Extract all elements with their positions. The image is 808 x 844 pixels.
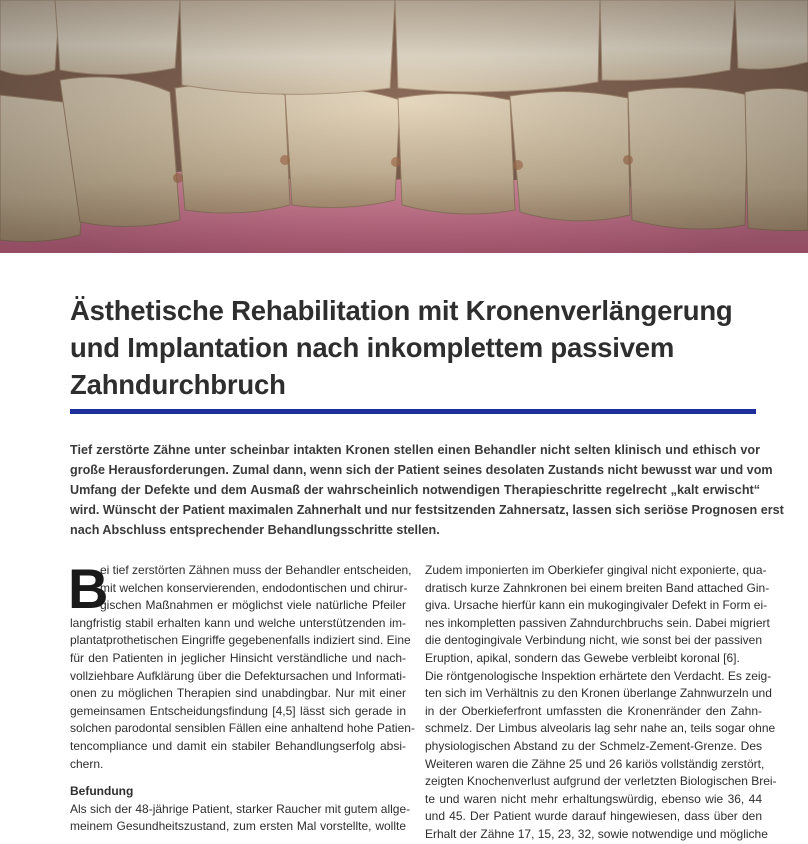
- body-line: gemeinsamen Entscheidungsfindung [4,5] lässt sich gerade in: [70, 703, 406, 718]
- body-line: dratisch kurze Zahnkronen bei einem breiten Band attached Gin-: [425, 580, 770, 595]
- body-line: giva. Ursache hierfür kann ein mukogingivaler Defekt in Form ei-: [425, 598, 768, 613]
- body-line: ei tief zerstörten Zähnen muss der Behandler entscheiden,: [100, 563, 412, 577]
- body-line: nes inkompletten passiven Zahndurchbruchs sein. Dabei migriert: [425, 615, 770, 630]
- teeth-photo-drawing: [0, 0, 808, 253]
- dropcap: B: [68, 557, 109, 620]
- section-heading: Befundung: [70, 784, 134, 799]
- body-line: plantatprothetischen Eingriffe gegebenenfalls indiziert sind. Eine: [70, 633, 411, 648]
- body-line: Eruption, apikal, sondern das Gewebe verbleibt koronal [6].: [425, 650, 740, 665]
- title-line: Ästhetische Rehabilitation mit Kronenverlängerung: [70, 295, 733, 326]
- body-line: für den Patienten in jeglicher Hinsicht verständliche und nach-: [70, 650, 406, 665]
- body-line: in der Oberkieferfront umfassten die Kronenränder den Zahn-: [425, 703, 762, 718]
- body-line: gischen Maßnahmen er möglichst viele natürliche Pfeiler: [100, 598, 406, 613]
- body-line: mit welchen konservierenden, endodontischen und chirur-: [100, 580, 408, 595]
- body-line: langfristig stabil erhalten kann und welche unterstützenden im-: [70, 615, 406, 630]
- body-line: onen zu möglichen Therapien sind unabdingbar. Nur mit einer: [70, 686, 406, 701]
- lead-line: Umfang der Defekte und dem Ausmaß der wahrscheinlich notwendigen Therapieschritte regelrecht „kalt erwischt“: [70, 483, 760, 497]
- article-title: [70, 292, 770, 403]
- body-line: tencompliance und damit ein stabiler Behandlungserfolg absi-: [70, 738, 406, 753]
- teeth-photo: [0, 0, 808, 253]
- title-line: und Implantation nach inkomplettem passivem: [70, 332, 675, 363]
- lead-line: große Herausforderungen. Zumal dann, wenn sich der Patient seines desolaten Zustands nicht bewusst war und vom: [70, 463, 773, 477]
- body-line: te und waren nicht mehr erhaltungswürdig, ebenso wie 36, 44: [425, 791, 762, 806]
- title-rule: [70, 409, 756, 414]
- body-line: solchen parodontal sensiblen Fällen eine anhaltend hohe Patien-: [70, 721, 415, 736]
- right-column: [425, 562, 777, 844]
- body-line: Erhalt der Zähne 17, 15, 23, 32, sowie notwendige und mögliche: [425, 826, 768, 841]
- title-line: Zahndurchbruch: [70, 369, 286, 400]
- body-line: die dentogingivale Verbindung nicht, wie sonst bei der passiven: [425, 633, 762, 648]
- lead-line: Tief zerstörte Zähne unter scheinbar intakten Kronen stellen einen Behandler nicht selten klinisch und ethisch vor: [70, 443, 760, 457]
- lead-paragraph: [70, 440, 784, 540]
- body-line: Weiteren waren die Zähne 25 und 26 kariös vollständig zerstört,: [425, 756, 765, 771]
- body-line: und 45. Der Patient wurde darauf hingewiesen, dass über den: [425, 809, 762, 824]
- left-column: [68, 557, 415, 836]
- body-line: zeigten Knochenverlust aufgrund der verletzten Biologischen Brei-: [425, 774, 777, 789]
- body-line: schmelz. Der Limbus alveolaris lag sehr nahe an, teils sogar ohne: [425, 721, 776, 736]
- body-line: physiologischen Abstand zu der Schmelz-Zement-Grenze. Des: [425, 738, 762, 753]
- lead-line: wird. Wünscht der Patient maximalen Zahnerhalt und nur festsitzenden Zahnersatz, lassen sich seriöse Prognosen erst: [70, 503, 784, 517]
- body-line: chern.: [70, 756, 104, 771]
- body-line: vollziehbare Aufklärung über die Defektursachen und Informati-: [70, 668, 406, 683]
- body-line: meinem Gesundheitszustand, zum ersten Mal vorstellte, wollte: [70, 819, 406, 834]
- body-line: Zudem imponierten im Oberkiefer gingival nicht exponierte, qua-: [425, 563, 767, 577]
- lead-line: nach Abschluss entsprechender Behandlungsschritte stellen.: [70, 523, 440, 537]
- body-line: Die röntgenologische Inspektion erhärtete den Verdacht. Es zeig-: [425, 668, 772, 683]
- body-line: ten sich im Verhältnis zu den Kronen überlange Zahnwurzeln und: [425, 686, 772, 701]
- body-line: Als sich der 48-jährige Patient, starker Raucher mit gutem allge-: [70, 801, 411, 816]
